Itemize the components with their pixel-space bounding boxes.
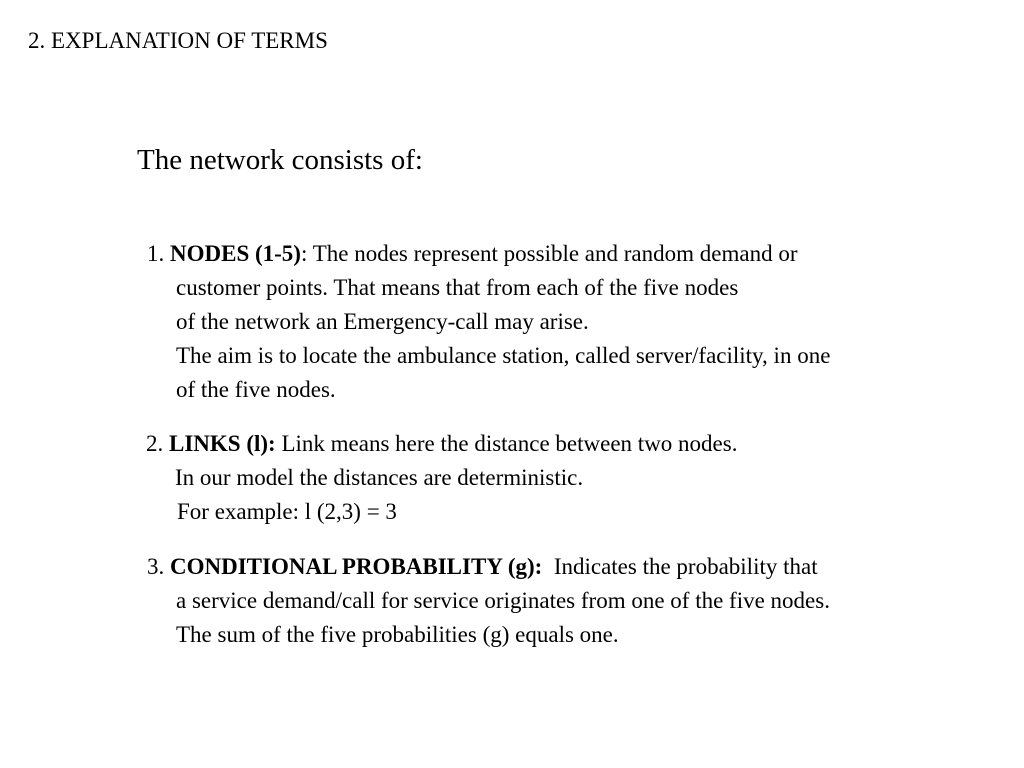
term-item-links: [146, 427, 737, 529]
term-line: [147, 237, 830, 271]
definition-text: The nodes represent possible and random demand or: [312, 241, 798, 266]
term-separator: :: [300, 241, 313, 266]
definition-line: a service demand/call for service originates from one of the five nodes.: [176, 588, 830, 613]
definition-line: In our model the distances are deterministic.: [175, 465, 584, 490]
item-number: 1.: [147, 241, 170, 266]
term-name: NODES (1-5): [170, 241, 301, 266]
item-number: 3.: [147, 554, 170, 579]
term-line: [146, 427, 737, 461]
definition-text: Link means here the distance between two nodes.: [281, 431, 738, 456]
item-number: 2.: [146, 431, 169, 456]
definition-text: Indicates the probability that: [553, 554, 818, 579]
term-name: CONDITIONAL PROBABILITY (g):: [170, 554, 543, 579]
term-separator: [542, 554, 554, 579]
slide-title: 2. EXPLANATION OF TERMS: [28, 28, 328, 53]
definition-line: of the five nodes.: [176, 377, 336, 402]
term-item-nodes: [147, 237, 830, 407]
definition-line: of the network an Emergency-call may arise.: [176, 309, 589, 334]
term-item-conditional-probability: [147, 550, 830, 652]
definition-line: customer points. That means that from each of the five nodes: [176, 275, 739, 300]
definition-line: The aim is to locate the ambulance station, called server/facility, in one: [176, 343, 831, 368]
definition-line: The sum of the five probabilities (g) equals one.: [176, 622, 619, 647]
intro-text: The network consists of:: [137, 144, 423, 176]
term-line: [147, 550, 830, 584]
definition-line: For example: l (2,3) = 3: [177, 499, 397, 524]
term-name: LINKS (l):: [169, 431, 276, 456]
